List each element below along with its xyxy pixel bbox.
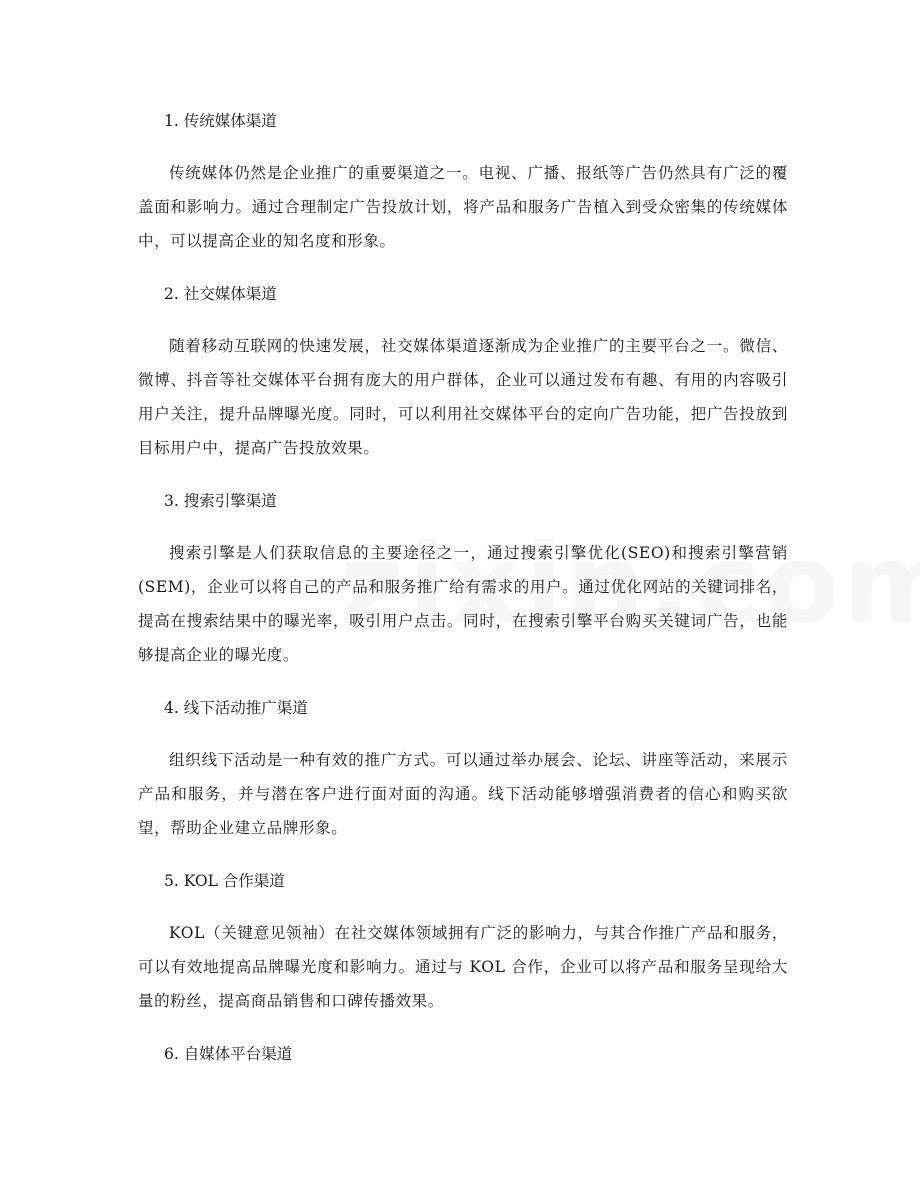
section-6 bbox=[138, 1037, 788, 1071]
section-5 bbox=[138, 864, 788, 1018]
section-body: 搜索引擎是人们获取信息的主要途径之一，通过搜索引擎优化(SEO)和搜索引擎营销(SEM)，企业可以将自己的产品和服务推广给有需求的用户。通过优化网站的关键词排名，提高在搜索结果中的曝光率，吸引用户点击。同时，在搜索引擎平台购买关键词广告，也能够提高企业的曝光度。 bbox=[138, 544, 788, 664]
document-content bbox=[138, 104, 788, 1071]
section-body: KOL（关键意见领袖）在社交媒体领域拥有广泛的影响力，与其合作推广产品和服务，可以有效地提高品牌曝光度和影响力。通过与 KOL 合作，企业可以将产品和服务呈现给大量的粉丝，提高商品销售和口碑传播效果。 bbox=[138, 924, 788, 1010]
section-heading: 3. 搜索引擎渠道 bbox=[164, 492, 277, 510]
section-heading: 5. KOL 合作渠道 bbox=[164, 872, 285, 890]
section-body: 传统媒体仍然是企业推广的重要渠道之一。电视、广播、报纸等广告仍然具有广泛的覆盖面和影响力。通过合理制定广告投放计划，将产品和服务广告植入到受众密集的传统媒体中，可以提高企业的知名度和形象。 bbox=[138, 164, 788, 250]
section-4 bbox=[138, 691, 788, 845]
section-3 bbox=[138, 484, 788, 672]
section-heading: 6. 自媒体平台渠道 bbox=[164, 1045, 293, 1063]
section-1 bbox=[138, 104, 788, 258]
section-2 bbox=[138, 277, 788, 465]
section-body: 随着移动互联网的快速发展，社交媒体渠道逐渐成为企业推广的主要平台之一。微信、微博、抖音等社交媒体平台拥有庞大的用户群体，企业可以通过发布有趣、有用的内容吸引用户关注，提升品牌曝光度。同时，可以利用社交媒体平台的定向广告功能，把广告投放到目标用户中，提高广告投放效果。 bbox=[138, 337, 788, 457]
section-heading: 2. 社交媒体渠道 bbox=[164, 285, 277, 303]
section-heading: 4. 线下活动推广渠道 bbox=[164, 699, 308, 717]
section-body: 组织线下活动是一种有效的推广方式。可以通过举办展会、论坛、讲座等活动，来展示产品和服务，并与潜在客户进行面对面的沟通。线下活动能够增强消费者的信心和购买欲望，帮助企业建立品牌形象。 bbox=[138, 751, 788, 837]
section-heading: 1. 传统媒体渠道 bbox=[164, 112, 277, 130]
